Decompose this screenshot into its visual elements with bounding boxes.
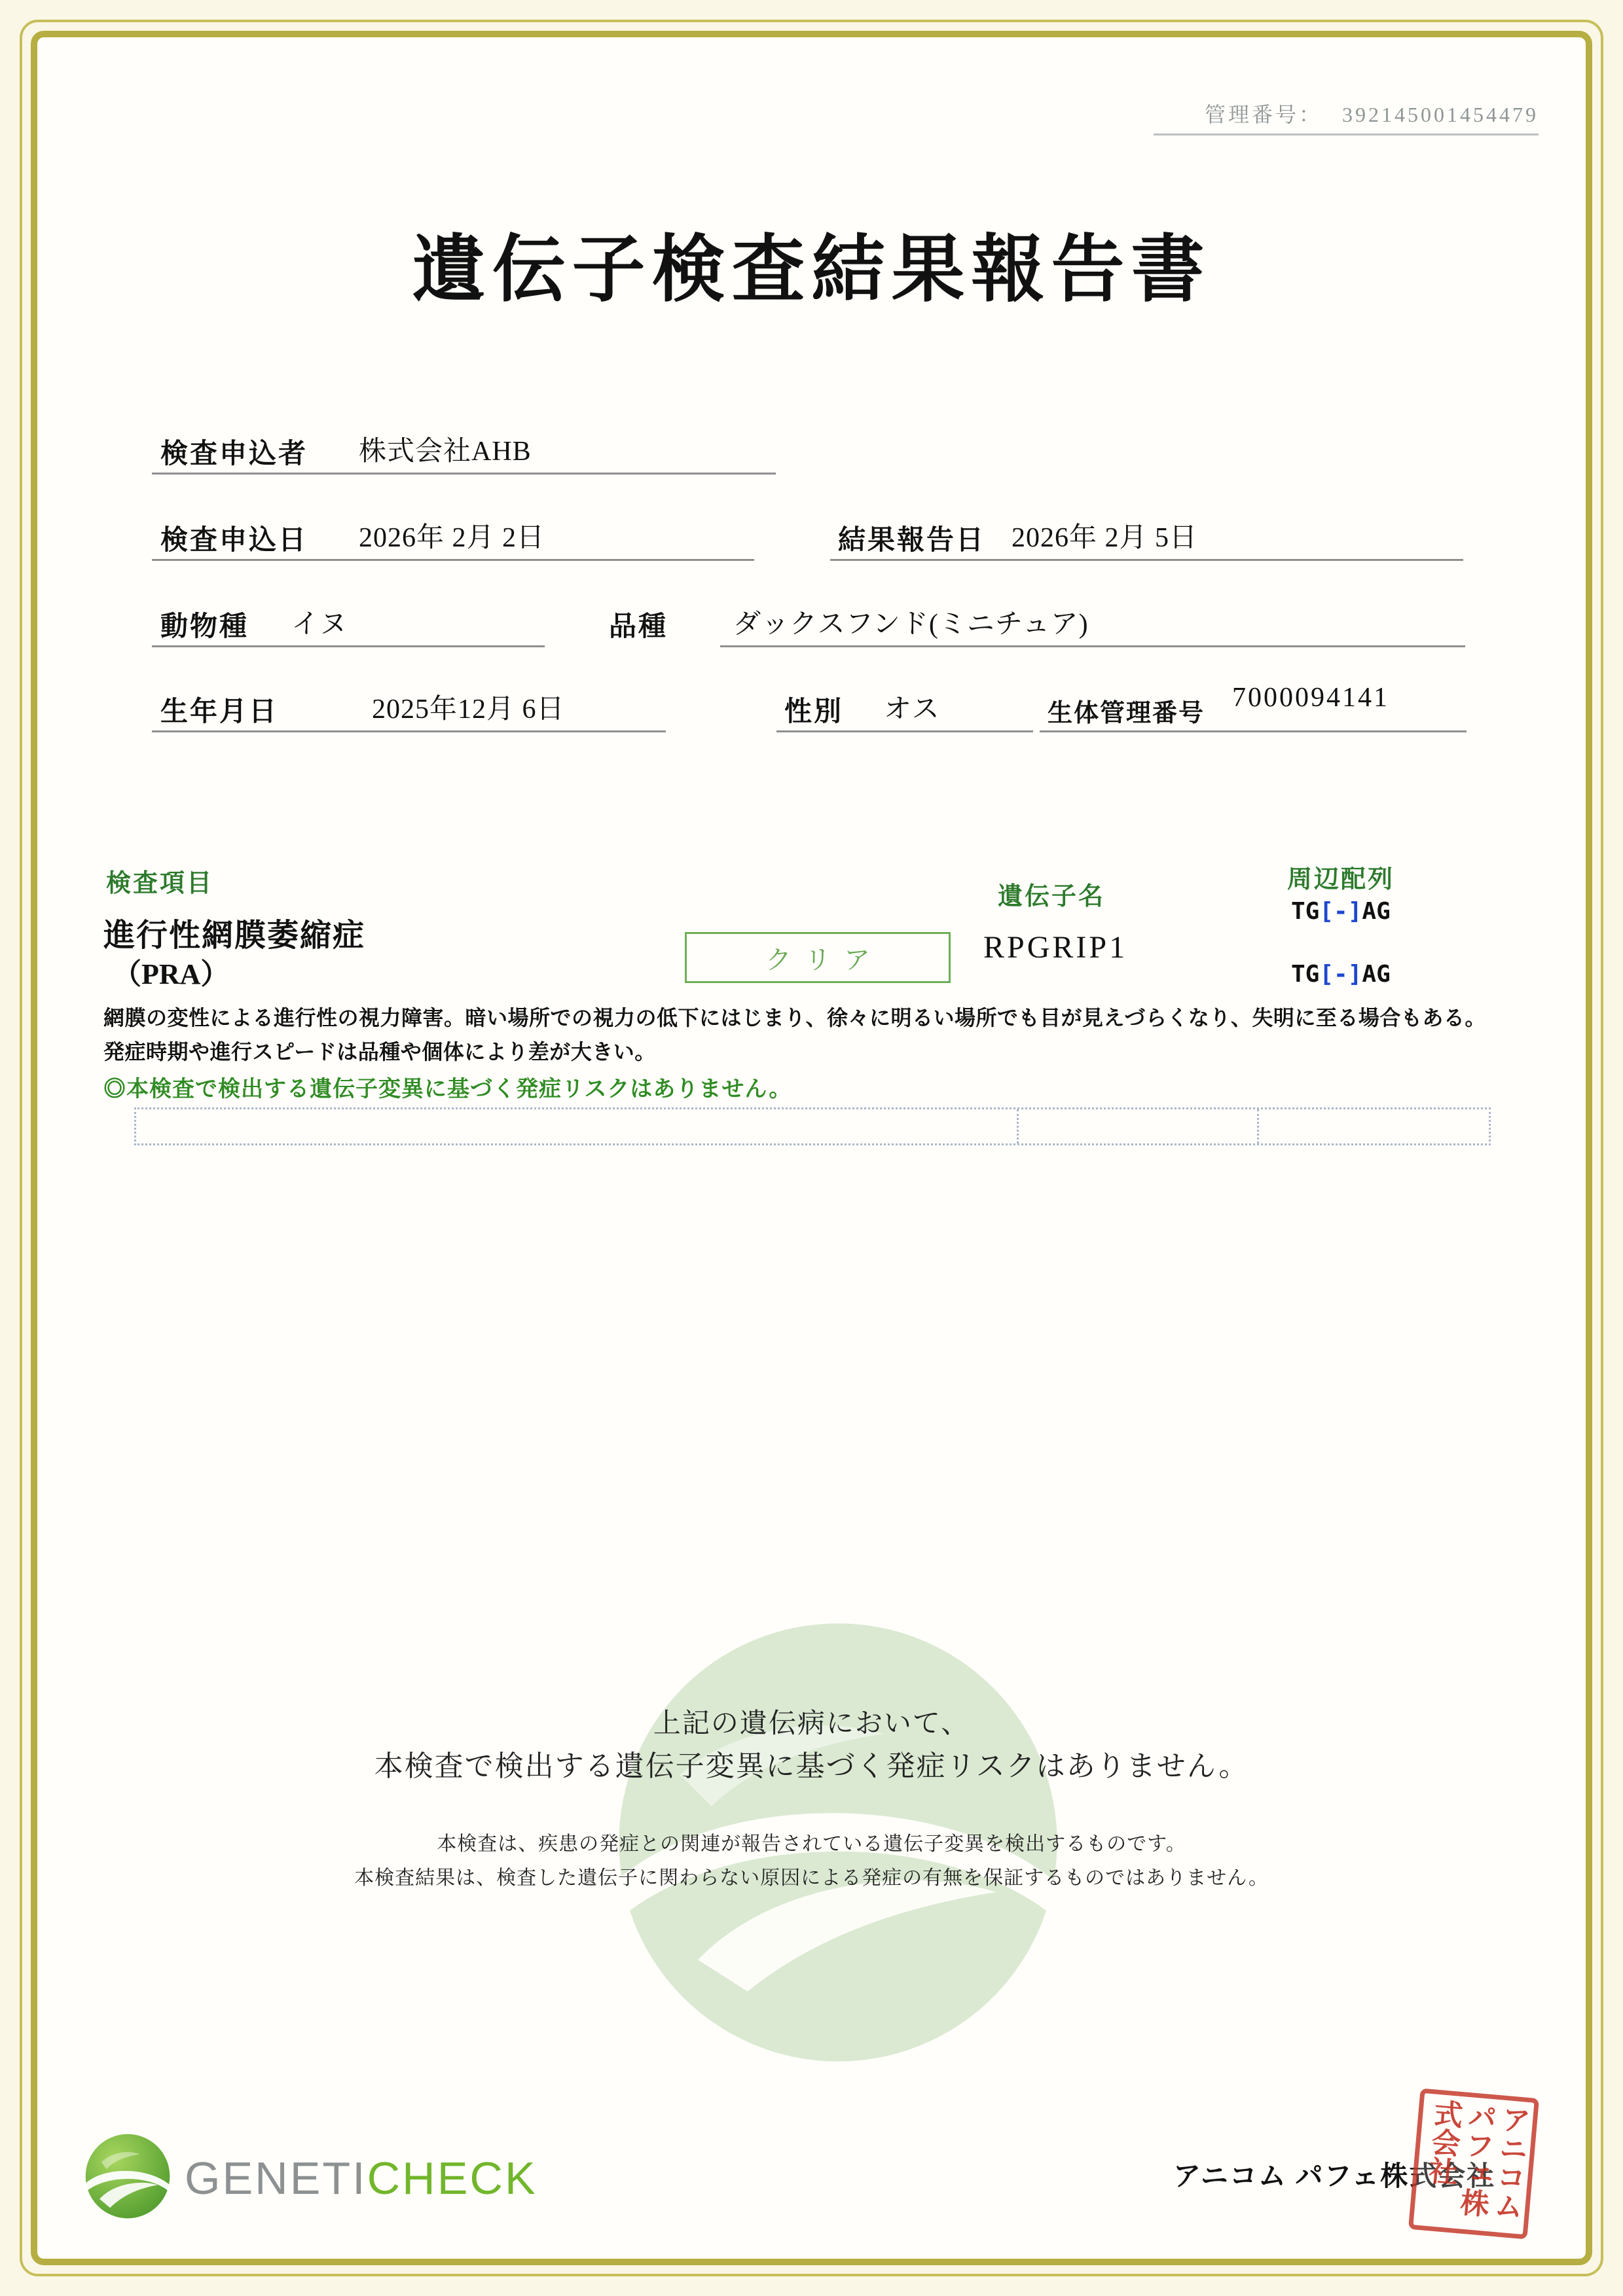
placeholder-divider: [1257, 1109, 1259, 1143]
report-date-value: 2026年 2月 5日: [1012, 523, 1198, 553]
apply-date-value: 2026年 2月 2日: [359, 523, 545, 553]
species-value: イヌ: [291, 609, 348, 639]
management-number-label: 管理番号：: [1204, 103, 1322, 126]
summary-note-1: 本検査は、疾患の発症との関連が報告されている遺伝子変異を検出するものです。: [437, 1833, 1186, 1855]
result-box: [685, 932, 951, 983]
birth-date-label: 生年月日: [160, 697, 279, 727]
logo-text-check: CHECK: [367, 2153, 538, 2204]
field-underline: [152, 730, 666, 732]
sex-value: オス: [884, 694, 940, 725]
management-number-underline: [1154, 134, 1539, 135]
applicant-value: 株式会社AHB: [359, 437, 532, 467]
management-number-row: [1080, 98, 1539, 128]
sequence-suffix: AG: [1362, 961, 1391, 988]
management-number-value: 392145001454479: [1342, 103, 1539, 126]
sequence-variant: [-]: [1319, 898, 1362, 925]
animal-id-value: 7000094141: [1232, 683, 1389, 713]
gene-name-header: 遺伝子名: [998, 883, 1106, 910]
field-underline: [1040, 730, 1467, 732]
field-underline: [152, 645, 545, 647]
sequence-prefix: TG: [1291, 961, 1320, 988]
logo-text-geneti: GENETI: [185, 2153, 367, 2204]
company-seal-stamp: アニコムパフェ株式会社: [1408, 2088, 1539, 2239]
birth-date-value: 2025年12月 6日: [372, 694, 565, 725]
sex-label: 性別: [784, 697, 844, 727]
disease-description-line1: 網膜の変性による進行性の視力障害。暗い場所での視力の低下にはじまり、徐々に明るい場所でも目が見えづらくなり、失明に至る場合もある。: [103, 1006, 1486, 1030]
breed-label: 品種: [609, 612, 668, 642]
company-name: アニコム パフェ株式会社: [1173, 2162, 1496, 2192]
disease-abbreviation: （PRA）: [113, 958, 230, 990]
sequence-prefix: TG: [1291, 898, 1320, 925]
field-underline: [830, 559, 1463, 561]
risk-note: ◎本検査で検出する遺伝子変異に基づく発症リスクはありません。: [103, 1077, 792, 1102]
field-underline: [776, 730, 1033, 732]
disease-description-line2: 発症時期や進行スピードは品種や個体により差が大きい。: [103, 1040, 656, 1064]
result-detail-placeholder-box: [134, 1107, 1491, 1145]
sequence-suffix: AG: [1362, 898, 1391, 925]
sequence-variant: [-]: [1319, 961, 1362, 988]
animal-id-label: 生体管理番号: [1048, 700, 1205, 727]
sequence-header: 周辺配列: [1287, 866, 1395, 893]
report-date-label: 結果報告日: [838, 526, 986, 556]
apply-date-label: 検査申込日: [160, 526, 308, 556]
species-label: 動物種: [160, 612, 249, 642]
field-underline: [152, 559, 754, 561]
field-underline: [720, 645, 1465, 647]
page-title: 遺伝子検査結果報告書: [412, 230, 1211, 311]
summary-note-2: 本検査結果は、検査した遺伝子に関わらない原因による発症の有無を保証するものではありません。: [354, 1867, 1269, 1889]
placeholder-divider: [1017, 1109, 1019, 1143]
test-item-header: 検査項目: [106, 870, 214, 897]
breed-value: ダックスフンド(ミニチュア): [733, 609, 1089, 639]
disease-name: 進行性網膜萎縮症: [103, 918, 366, 953]
geneticheck-logo-text: [185, 2152, 538, 2204]
applicant-label: 検査申込者: [160, 439, 308, 469]
summary-line-2: 本検査で検出する遺伝子変異に基づく発症リスクはありません。: [374, 1750, 1249, 1782]
geneticheck-logo-icon: [84, 2132, 172, 2220]
result-label: クリア: [765, 944, 883, 975]
sequence-line-1: [1291, 898, 1391, 925]
gene-name-value: RPGRIP1: [983, 930, 1128, 965]
sequence-line-2: [1291, 961, 1391, 988]
summary-line-1: 上記の遺伝病において、: [653, 1708, 970, 1738]
field-underline: [152, 473, 776, 475]
